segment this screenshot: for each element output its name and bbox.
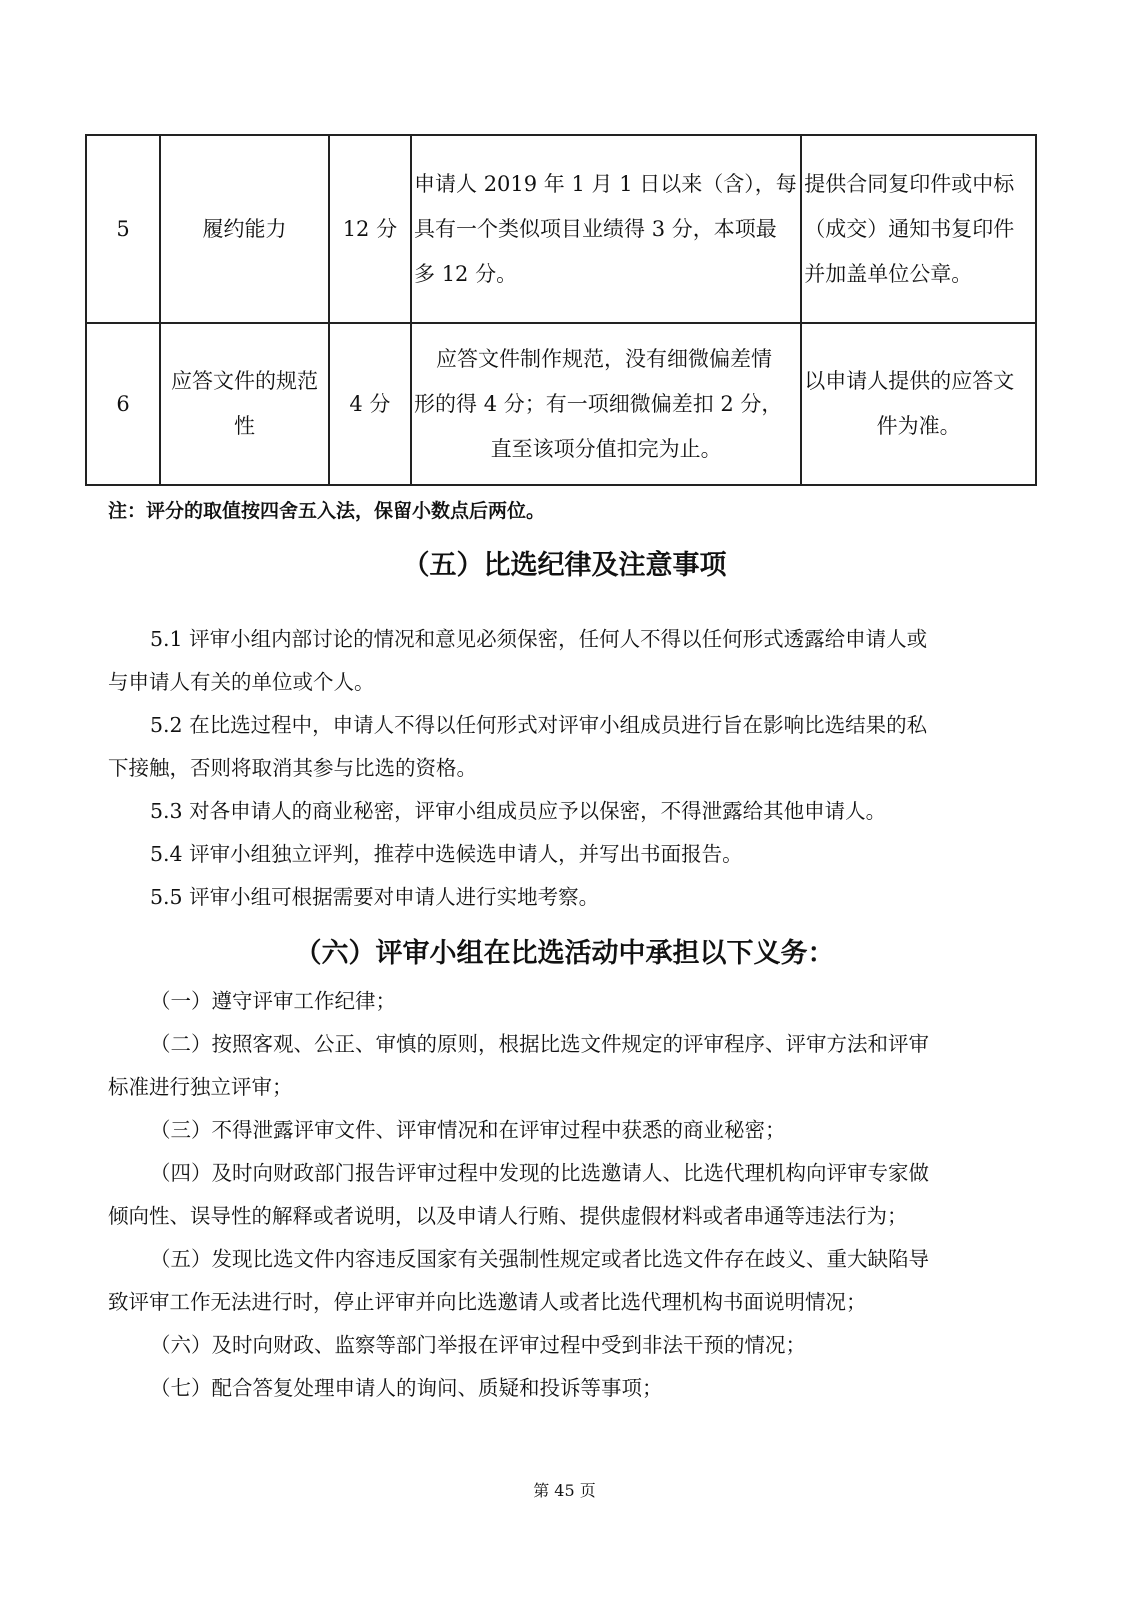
criterion-line: 应答文件的规范 (171, 369, 318, 393)
table-row (86, 323, 1036, 485)
paragraph-line: （七）配合答复处理申请人的询问、质疑和投诉等事项； (150, 1376, 663, 1400)
row-description (411, 135, 801, 323)
criterion-line: 性 (234, 414, 255, 438)
table-row (86, 135, 1036, 323)
paragraph-line: 5.5 评审小组可根据需要对申请人进行实地考察。 (150, 885, 600, 909)
paragraph-line: 5.4 评审小组独立评判，推荐中选候选申请人，并写出书面报告。 (150, 842, 743, 866)
paragraph-line: 倾向性、误导性的解释或者说明，以及申请人行贿、提供虚假材料或者串通等违法行为； (108, 1204, 908, 1228)
description-line: 具有一个类似项目业绩得 3 分，本项最 (414, 216, 777, 241)
page-number: 第 45 页 (533, 1481, 596, 1500)
evidence-line: 提供合同复印件或中标 (804, 171, 1015, 196)
scoring-table (85, 134, 1037, 486)
paragraph-line: 下接触，否则将取消其参与比选的资格。 (108, 756, 477, 780)
row-evidence (801, 135, 1036, 323)
description-line: 形的得 4 分；有一项细微偏差扣 2 分， (414, 391, 783, 416)
evidence-line: 以申请人提供的应答文 (804, 369, 1015, 393)
section-heading-5: （五）比选纪律及注意事项 (402, 550, 727, 581)
paragraph-line: （四）及时向财政部门报告评审过程中发现的比选邀请人、比选代理机构向评审专家做 (150, 1161, 929, 1185)
row-score: 12 分 (329, 135, 411, 323)
description-line: 多 12 分。 (414, 261, 518, 286)
paragraph-line: （二）按照客观、公正、审慎的原则，根据比选文件规定的评审程序、评审方法和评审 (150, 1032, 929, 1056)
paragraph-line: （六）及时向财政、监察等部门举报在评审过程中受到非法干预的情况； (150, 1333, 806, 1357)
description-line: 直至该项分值扣完为止。 (490, 436, 722, 461)
row-criterion (160, 323, 329, 485)
paragraph-line: （三）不得泄露评审文件、评审情况和在评审过程中获悉的商业秘密； (150, 1118, 786, 1142)
paragraph-line: （一）遵守评审工作纪律； (150, 989, 396, 1013)
section6-body (108, 980, 1033, 1410)
section-heading-6: （六）评审小组在比选活动中承担以下义务： (294, 938, 835, 969)
row-score: 4 分 (329, 323, 411, 485)
paragraph-line: 5.3 对各申请人的商业秘密，评审小组成员应予以保密，不得泄露给其他申请人。 (150, 799, 887, 823)
paragraph-line: 5.1 评审小组内部讨论的情况和意见必须保密，任何人不得以任何形式透露给申请人或 (150, 627, 928, 651)
section5-body (108, 618, 1033, 919)
row-criterion: 履约能力 (160, 135, 329, 323)
row-evidence (801, 323, 1036, 485)
description-line: 应答文件制作规范，没有细微偏差情 (436, 346, 773, 371)
paragraph-line: （五）发现比选文件内容违反国家有关强制性规定或者比选文件存在歧义、重大缺陷导 (150, 1247, 929, 1271)
row-description (411, 323, 801, 485)
evidence-line: （成交）通知书复印件 (804, 216, 1015, 241)
row-number: 6 (86, 323, 160, 485)
paragraph-line: 标准进行独立评审； (108, 1075, 293, 1099)
table-note: 注：评分的取值按四舍五入法，保留小数点后两位。 (108, 500, 546, 522)
row-number: 5 (86, 135, 160, 323)
paragraph-line: 与申请人有关的单位或个人。 (108, 670, 375, 694)
paragraph-line: 致评审工作无法进行时，停止评审并向比选邀请人或者比选代理机构书面说明情况； (108, 1290, 867, 1314)
evidence-line: 并加盖单位公章。 (804, 261, 973, 286)
paragraph-line: 5.2 在比选过程中，申请人不得以任何形式对评审小组成员进行旨在影响比选结果的私 (150, 713, 928, 737)
evidence-line: 件为准。 (876, 414, 961, 438)
description-line: 申请人 2019 年 1 月 1 日以来（含），每 (414, 171, 797, 196)
